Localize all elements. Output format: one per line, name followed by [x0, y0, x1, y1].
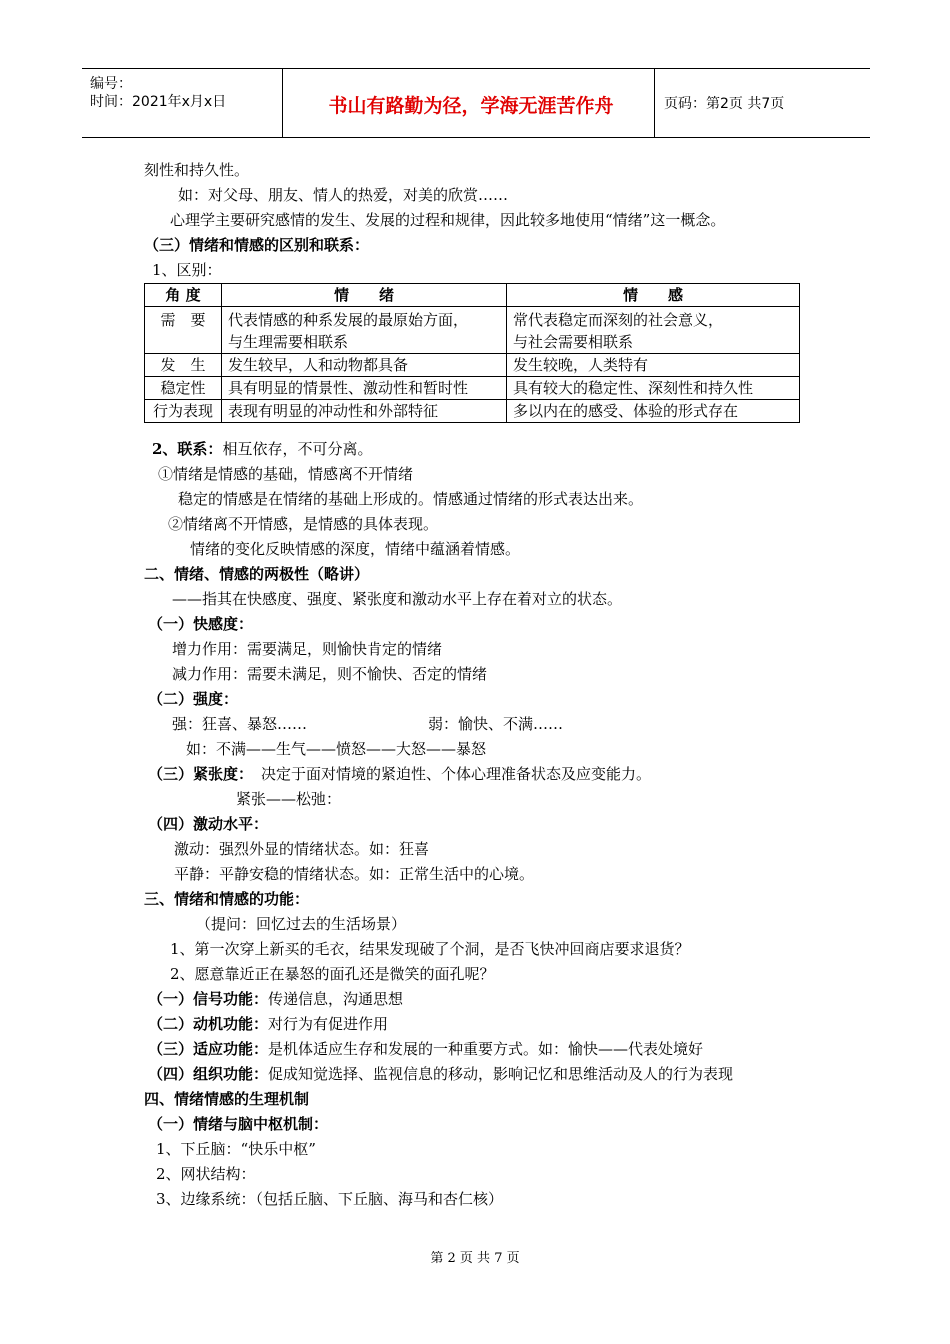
page-header	[82, 68, 870, 138]
table-header-cell: 情 绪	[222, 284, 507, 307]
page-footer: 第 2 页 共 7 页	[430, 1251, 520, 1266]
text-line	[148, 1039, 703, 1059]
table-cell: 稳定性	[145, 377, 222, 400]
table-cell: 发 生	[145, 354, 222, 377]
table-cell: 具有明显的情景性、激动性和暂时性	[222, 377, 507, 400]
inline-heading: （一）信号功能：	[148, 990, 269, 1008]
table-header-row	[145, 284, 800, 307]
comparison-table	[144, 283, 800, 423]
text-line: 减力作用：需要未满足，则不愉快、否定的情绪	[172, 665, 488, 683]
section-heading: （四）激动水平：	[148, 815, 269, 833]
inline-text: 促成知觉选择、监视信息的移动，影响记忆和思维活动及人的行为表现	[268, 1065, 734, 1083]
table-header-cell: 情 感	[507, 284, 800, 307]
text-line: 刻性和持久性。	[144, 161, 250, 179]
inline-text: 是机体适应生存和发展的一种重要方式。如：愉快——代表处境好	[268, 1040, 704, 1058]
text-line: （提问：回忆过去的生活场景）	[196, 915, 407, 933]
section-heading: 三、情绪和情感的功能：	[144, 890, 310, 908]
text-line: ②情绪离不开情感，是情感的具体表现。	[168, 515, 439, 533]
section-heading: （三）情绪和情感的区别和联系：	[144, 236, 370, 254]
header-motto: 书山有路勤为径，学海无涯苦作舟	[328, 95, 614, 117]
inline-heading: （三）适应功能：	[148, 1040, 269, 1058]
text-line: 1、下丘脑：“快乐中枢”	[156, 1140, 316, 1158]
text-line: 心理学主要研究感情的发生、发展的过程和规律，因此较多地使用“情绪”这一概念。	[170, 211, 726, 229]
text-line	[152, 439, 372, 459]
section-heading: （二）强度：	[148, 690, 239, 708]
table-cell	[222, 307, 507, 354]
text-line: 弱：愉快、不满……	[428, 715, 564, 733]
text-line: 情绪的变化反映情感的深度，情绪中蕴涵着情感。	[190, 540, 521, 558]
section-heading: （一）快感度：	[148, 615, 254, 633]
text-line: 稳定的情感是在情绪的基础上形成的。情感通过情绪的形式表达出来。	[178, 490, 644, 508]
table-cell: 行为表现	[145, 400, 222, 423]
table-cell: 多以内在的感受、体验的形式存在	[507, 400, 800, 423]
inline-text: 决定于面对情境的紧迫性、个体心理准备状态及应变能力。	[261, 765, 652, 783]
table-cell: 需 要	[145, 307, 222, 354]
inline-heading: 2、联系：	[152, 440, 223, 458]
table-row	[145, 354, 800, 377]
header-date: 时间：2021年x月x日	[90, 94, 227, 110]
text-line: 3、边缘系统：（包括丘脑、下丘脑、海马和杏仁核）	[156, 1190, 504, 1208]
text-line	[148, 1014, 388, 1034]
header-number-label: 编号：	[90, 76, 132, 92]
text-line: 如：不满——生气——愤怒——大怒——暴怒	[186, 740, 487, 758]
inline-text: 传递信息，沟通思想	[268, 990, 404, 1008]
text-line: 1、区别：	[152, 261, 222, 279]
section-heading: 二、情绪、情感的两极性（略讲）	[144, 565, 370, 583]
table-cell: 发生较晚，人类特有	[507, 354, 800, 377]
section-heading: （一）情绪与脑中枢机制：	[148, 1115, 329, 1133]
text-line: ①情绪是情感的基础，情感离不开情绪	[158, 465, 414, 483]
text-line: 2、网状结构：	[156, 1165, 256, 1183]
cell-text: 与生理需要相联系	[228, 333, 349, 351]
text-line: 2、愿意靠近正在暴怒的面孔还是微笑的面孔呢？	[170, 965, 495, 983]
table-row	[145, 307, 800, 354]
cell-text: 与社会需要相联系	[513, 333, 634, 351]
cell-text: 代表情感的种系发展的最原始方面，	[228, 311, 469, 329]
header-divider	[282, 69, 283, 137]
text-line	[148, 764, 651, 784]
table-cell: 表现有明显的冲动性和外部特征	[222, 400, 507, 423]
text-line: 强：狂喜、暴怒……	[172, 715, 308, 733]
text-line: 如：对父母、朋友、情人的热爱，对美的欣赏……	[178, 186, 509, 204]
text-line	[148, 1064, 733, 1084]
table-row	[145, 377, 800, 400]
text-line	[148, 989, 403, 1009]
cell-text: 常代表稳定而深刻的社会意义，	[513, 311, 724, 329]
inline-heading: （二）动机功能：	[148, 1015, 269, 1033]
header-page-info: 页码：第2页 共7页	[664, 96, 785, 112]
inline-heading: （四）组织功能：	[148, 1065, 269, 1083]
inline-text: 对行为有促进作用	[268, 1015, 389, 1033]
text-line: 1、第一次穿上新买的毛衣，结果发现破了个洞，是否飞快冲回商店要求退货？	[170, 940, 690, 958]
text-line: ——指其在快感度、强度、紧张度和激动水平上存在着对立的状态。	[172, 590, 623, 608]
text-line: 紧张——松弛：	[236, 790, 342, 808]
table-row	[145, 400, 800, 423]
inline-text: 相互依存，不可分离。	[222, 440, 373, 458]
section-heading: 四、情绪情感的生理机制	[144, 1090, 310, 1108]
table-cell: 具有较大的稳定性、深刻性和持久性	[507, 377, 800, 400]
text-line: 增力作用：需要满足，则愉快肯定的情绪	[172, 640, 443, 658]
table-header-cell: 角 度	[145, 284, 222, 307]
text-line: 激动：强烈外显的情绪状态。如：狂喜	[174, 840, 430, 858]
inline-heading: （三）紧张度：	[148, 765, 254, 783]
table-cell: 发生较早，人和动物都具备	[222, 354, 507, 377]
text-line: 平静：平静安稳的情绪状态。如：正常生活中的心境。	[174, 865, 535, 883]
table-cell	[507, 307, 800, 354]
